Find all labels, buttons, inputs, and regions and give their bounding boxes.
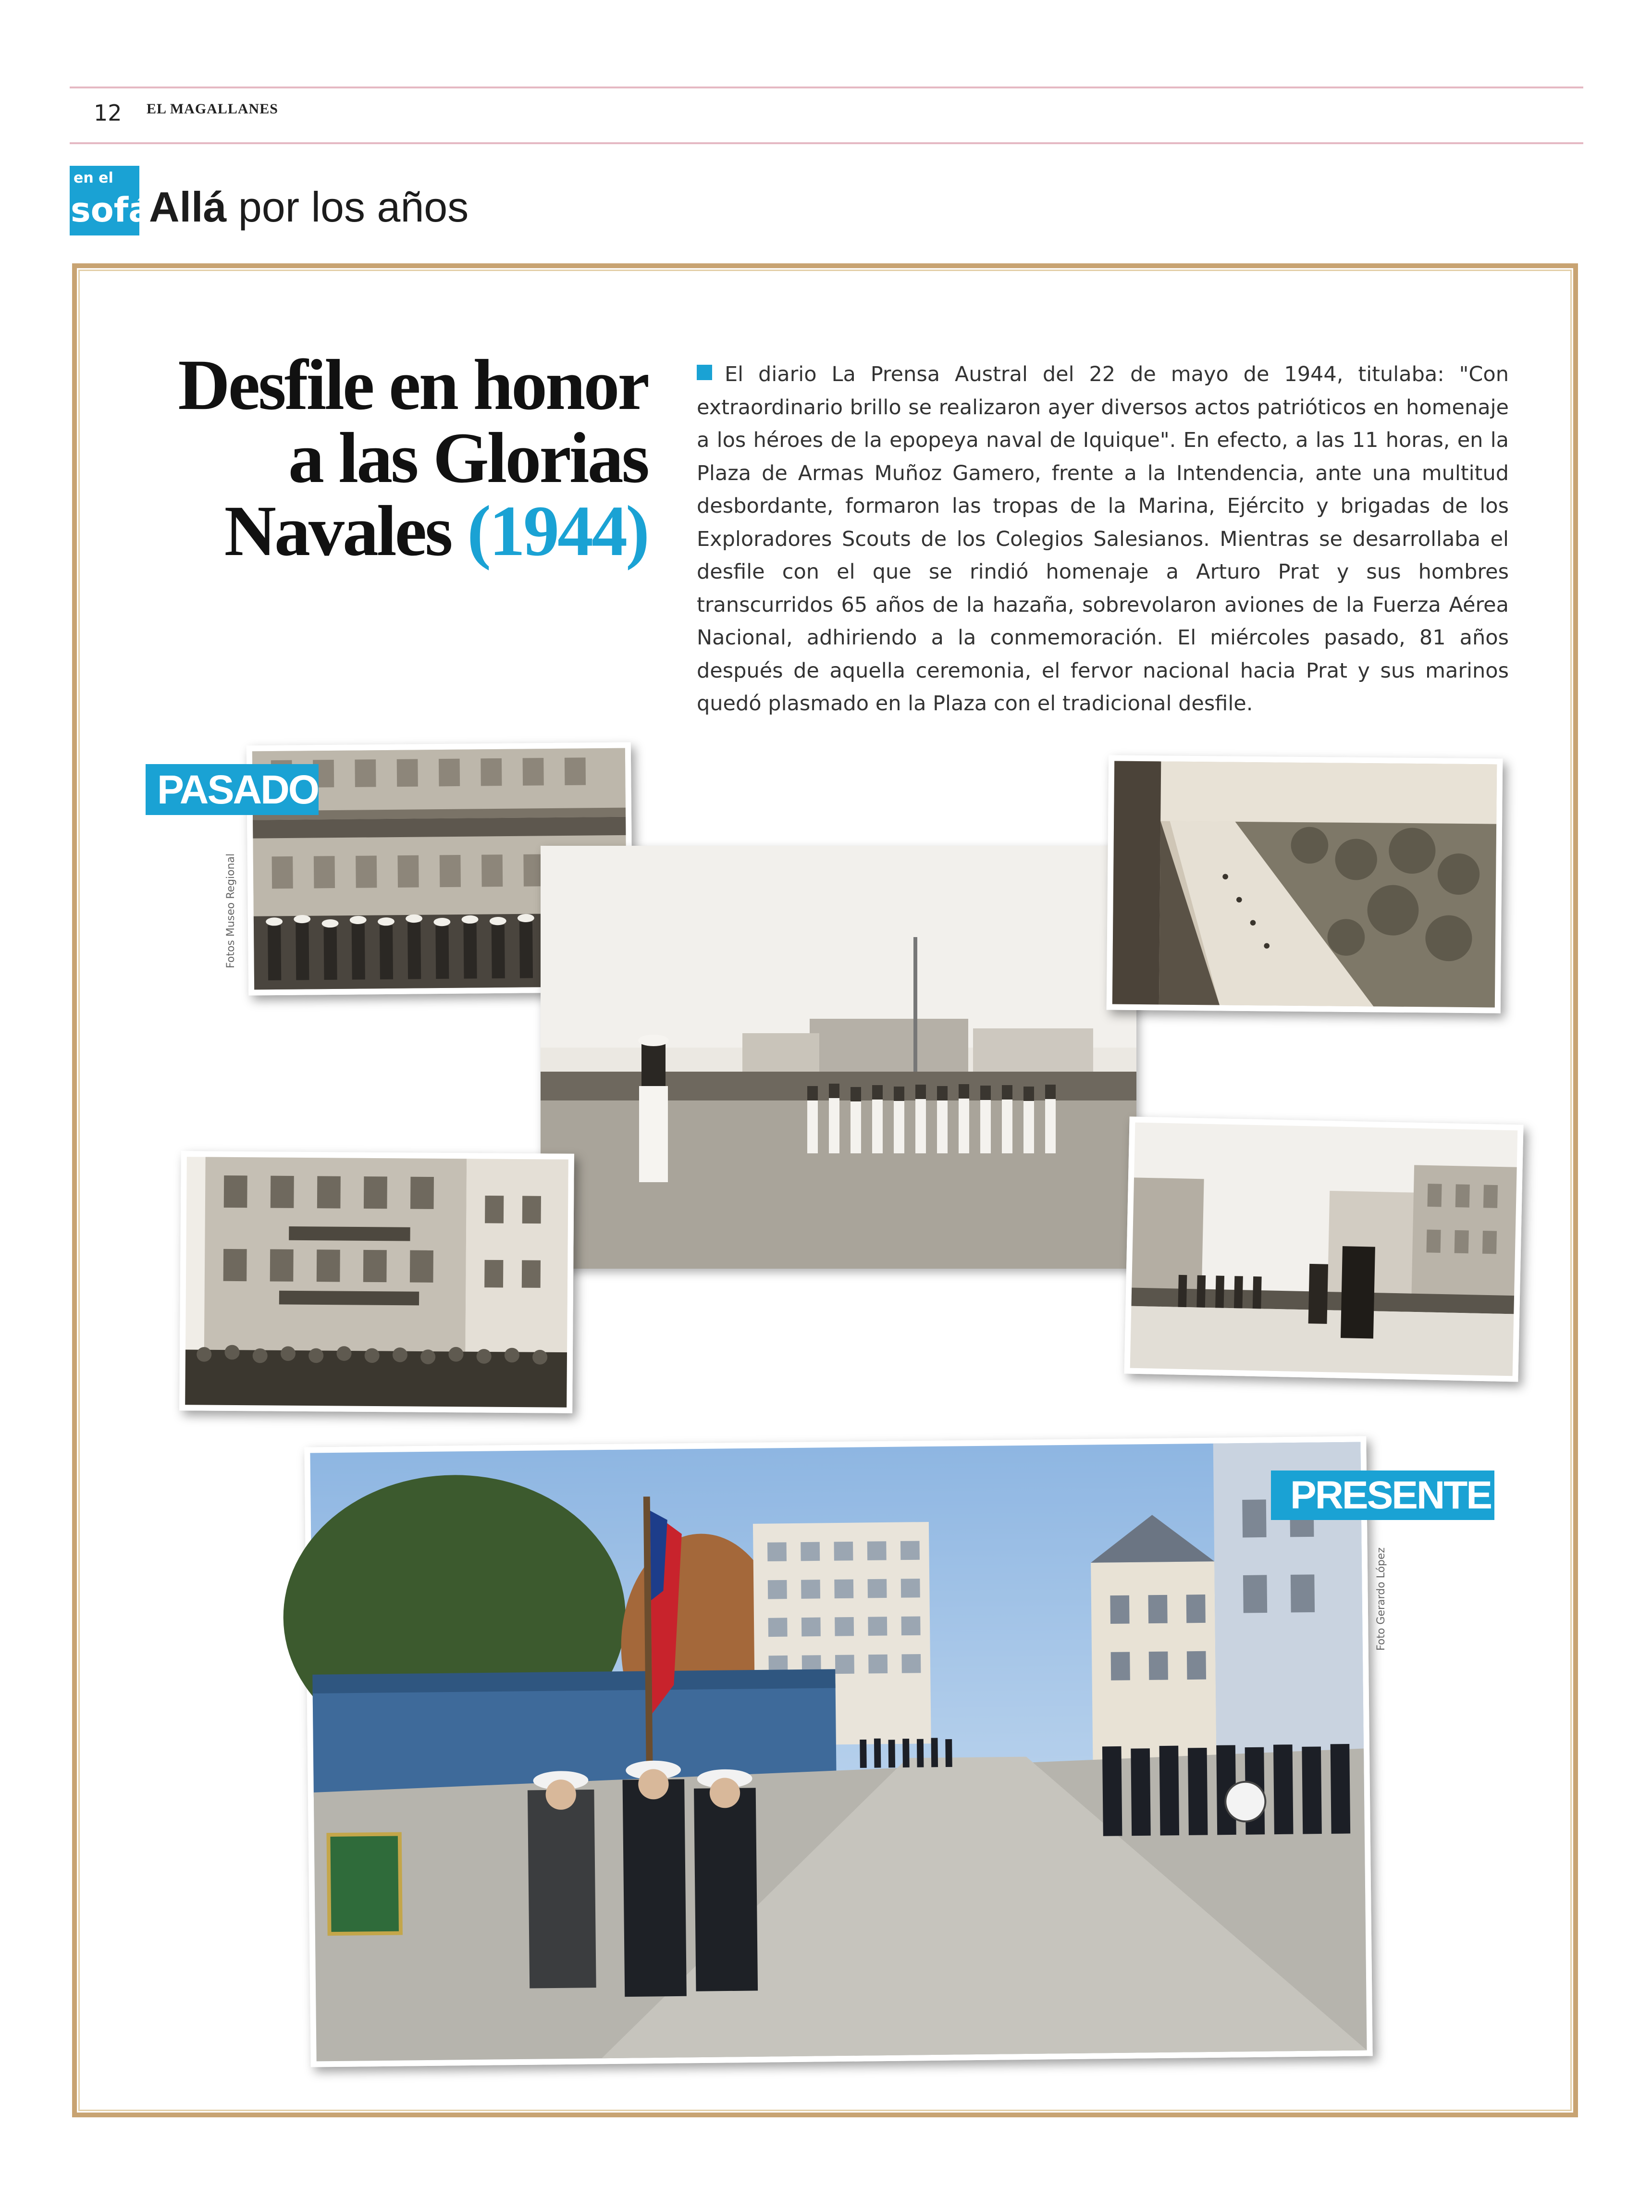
section-title-bold: Allá (149, 183, 227, 231)
headline-line-3-text: Navales (224, 491, 468, 571)
bullet-square (697, 365, 712, 380)
page-number: 12 (94, 100, 122, 126)
photo-past-officer-marching-image (1130, 1123, 1518, 1376)
article-body-text: El diario La Prensa Austral del 22 de mayo de 1944, titulaba: "Con extraordinario brillo se realizaron ayer diversos actos patrióticos en homenaje a los héroes de la epopeya naval de Iquique". En efecto, a las 11 horas, en la Plaza de Armas Muñoz Gamero, frente a la Intendencia, ante una multitud desbordante, formaron las tropas de la Marina, Ejército y brigadas de los Exploradores Scouts de los Colegios Salesianos. Mientras se desarrollaba el desfile con el que se rindió homenaje a Arturo Prat y sus hombres transcurridos 65 años de la hazaña, sobrevolaron aviones de la Fuerza Aérea Nacional, adhiriendo a la conmemoración. El miércoles pasado, 81 años después de aquella ceremonia, el fervor nacional hacia Prat y sus marinos quedó plasmado en la Plaza con el tradicional desfile. (697, 362, 1509, 716)
credit-past: Fotos Museo Regional (225, 853, 237, 968)
photo-past-balconies-crowd (179, 1151, 574, 1413)
photo-present-parade (304, 1436, 1372, 2067)
headline-line-1: Desfile en honor (178, 345, 648, 425)
photo-past-parade-wide (541, 846, 1136, 1269)
photo-past-aerial-street-image (1112, 761, 1497, 1008)
headline (95, 345, 648, 571)
photo-past-balconies-crowd-image (185, 1157, 568, 1408)
headline-line-3 (95, 491, 648, 571)
section-title (149, 183, 468, 232)
section-logo (70, 166, 151, 235)
photo-past-parade-wide-image (541, 846, 1136, 1269)
newspaper-name: EL MAGALLANES (147, 101, 278, 117)
photo-past-aerial-street (1107, 755, 1503, 1013)
label-present: PRESENTE (1271, 1471, 1494, 1520)
photo-present-parade-image (310, 1442, 1367, 2062)
label-past: PASADO (146, 764, 319, 815)
header-rule-bottom (70, 142, 1583, 144)
headline-line-2: a las Glorias (288, 418, 648, 498)
header-rule-top (70, 87, 1583, 88)
section-title-rest: por los años (226, 183, 469, 231)
credit-present: Foto Gerardo López (1375, 1547, 1387, 1651)
article-body (697, 358, 1509, 720)
photo-past-officer-marching (1124, 1116, 1523, 1382)
logo-line-1: en el (74, 170, 113, 186)
headline-year: (1944) (467, 491, 648, 571)
logo-line-2: sofá (71, 190, 151, 230)
